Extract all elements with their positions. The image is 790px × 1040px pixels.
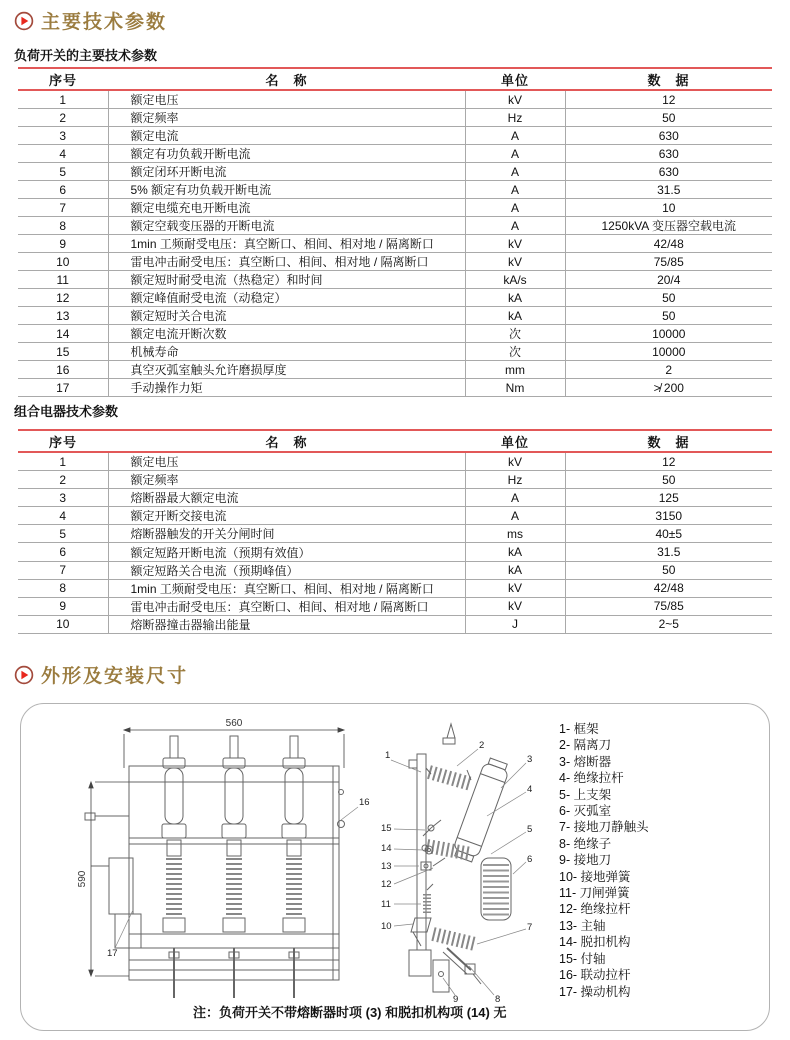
dim-width-label: 560: [225, 718, 243, 729]
param-name: 额定空载变压器的开断电流: [108, 217, 465, 235]
col-header-value: 数 据: [565, 430, 772, 452]
row-index: 2: [18, 109, 108, 127]
param-unit: A: [465, 199, 565, 217]
legend-item: 5- 上支架: [559, 787, 612, 802]
param-value: 75/85: [565, 253, 772, 271]
callout-14: 14: [381, 843, 392, 854]
row-index: 16: [18, 361, 108, 379]
param-value: 2: [565, 361, 772, 379]
param-name: 额定短时耐受电流（热稳定）和时间: [108, 271, 465, 289]
col-header-unit: 单位: [465, 68, 565, 90]
param-value: 31.5: [565, 543, 772, 561]
row-index: 8: [18, 217, 108, 235]
param-value: 50: [565, 561, 772, 579]
legend-item: 17- 操动机构: [559, 984, 631, 999]
param-value: 42/48: [565, 235, 772, 253]
table-row: [18, 145, 772, 163]
row-index: 1: [18, 452, 108, 471]
param-unit: kV: [465, 452, 565, 471]
col-header-name: 名 称: [108, 430, 465, 452]
table-row: [18, 379, 772, 397]
row-index: 7: [18, 199, 108, 217]
param-name: 熔断器最大额定电流: [108, 489, 465, 507]
callout-6: 6: [527, 854, 533, 865]
section-header-main-params: [14, 7, 167, 34]
param-unit: A: [465, 163, 565, 181]
param-unit: ms: [465, 525, 565, 543]
legend-item: 9- 接地刀: [559, 853, 612, 868]
param-value: 630: [565, 163, 772, 181]
param-value: 50: [565, 307, 772, 325]
row-index: 14: [18, 325, 108, 343]
callout-2: 2: [479, 740, 485, 751]
legend-item: 11- 刀闸弹簧: [559, 886, 630, 901]
param-unit: kV: [465, 579, 565, 597]
table-row: [18, 181, 772, 199]
param-name: 额定峰值耐受电流（动稳定）: [108, 289, 465, 307]
param-value: 10000: [565, 325, 772, 343]
param-unit: kA: [465, 289, 565, 307]
row-index: 10: [18, 615, 108, 633]
main-params-table: [18, 67, 772, 397]
param-unit: A: [465, 181, 565, 199]
col-header-index: 序号: [18, 430, 108, 452]
row-index: 13: [18, 307, 108, 325]
param-value: 42/48: [565, 579, 772, 597]
param-value: 20/4: [565, 271, 772, 289]
param-value: 10000: [565, 343, 772, 361]
param-unit: kV: [465, 597, 565, 615]
legend-item: 7- 接地刀静触头: [559, 820, 649, 835]
param-value: ≯ 200: [565, 379, 772, 397]
table-row: [18, 235, 772, 253]
table-row: [18, 615, 772, 633]
param-unit: mm: [465, 361, 565, 379]
table-row: [18, 289, 772, 307]
param-value: 40±5: [565, 525, 772, 543]
param-name: 雷电冲击耐受电压：真空断口、相间、相对地 / 隔离断口: [108, 597, 465, 615]
legend-item: 8- 绝缘子: [559, 836, 612, 851]
param-unit: kA: [465, 561, 565, 579]
row-index: 9: [18, 235, 108, 253]
row-index: 5: [18, 525, 108, 543]
param-unit: 次: [465, 343, 565, 361]
param-name: 雷电冲击耐受电压：真空断口、相间、相对地 / 隔离断口: [108, 253, 465, 271]
legend-item: 4- 绝缘拉杆: [559, 771, 624, 786]
callout-3: 3: [527, 754, 533, 765]
param-unit: A: [465, 489, 565, 507]
param-value: 12: [565, 452, 772, 471]
drawing-panel: [20, 703, 770, 1031]
legend-item: 2- 隔离刀: [559, 738, 612, 753]
callout-13: 13: [381, 861, 392, 872]
param-name: 额定短路开断电流（预期有效值）: [108, 543, 465, 561]
table-row: [18, 471, 772, 489]
param-value: 10: [565, 199, 772, 217]
param-unit: J: [465, 615, 565, 633]
table-row: [18, 507, 772, 525]
parts-legend: [559, 721, 649, 1000]
table-row: [18, 489, 772, 507]
param-value: 50: [565, 289, 772, 307]
row-index: 3: [18, 127, 108, 145]
param-unit: A: [465, 127, 565, 145]
row-index: 7: [18, 561, 108, 579]
param-name: 熔断器撞击器输出能量: [108, 615, 465, 633]
play-circle-icon: [14, 665, 34, 685]
param-name: 额定频率: [108, 109, 465, 127]
table-row: [18, 217, 772, 235]
param-unit: A: [465, 145, 565, 163]
table-row: [18, 325, 772, 343]
param-value: 630: [565, 145, 772, 163]
row-index: 17: [18, 379, 108, 397]
callout-8: 8: [495, 994, 501, 1005]
param-unit: Nm: [465, 379, 565, 397]
table-row: [18, 109, 772, 127]
row-index: 3: [18, 489, 108, 507]
param-name: 额定频率: [108, 471, 465, 489]
param-name: 5% 额定有功负载开断电流: [108, 181, 465, 199]
legend-item: 15- 付轴: [559, 951, 606, 966]
row-index: 15: [18, 343, 108, 361]
param-name: 额定闭环开断电流: [108, 163, 465, 181]
row-index: 4: [18, 145, 108, 163]
col-header-value: 数 据: [565, 68, 772, 90]
play-circle-icon: [14, 11, 34, 31]
row-index: 6: [18, 181, 108, 199]
param-value: 630: [565, 127, 772, 145]
drawing-note: 注：负荷开关不带熔断器时项 (3) 和脱扣机构项 (14) 无: [193, 1005, 507, 1020]
row-index: 6: [18, 543, 108, 561]
dim-height-label: 590: [77, 870, 88, 888]
callout-17: 17: [107, 948, 118, 959]
table-row: [18, 579, 772, 597]
param-name: 1min 工频耐受电压：真空断口、相间、相对地 / 隔离断口: [108, 235, 465, 253]
row-index: 5: [18, 163, 108, 181]
param-unit: kV: [465, 90, 565, 109]
row-index: 1: [18, 90, 108, 109]
legend-item: 16- 联动拉杆: [559, 968, 631, 983]
table-row: [18, 271, 772, 289]
table-row: [18, 597, 772, 615]
param-unit: Hz: [465, 109, 565, 127]
param-value: 2~5: [565, 615, 772, 633]
param-value: 50: [565, 471, 772, 489]
callout-12: 12: [381, 879, 392, 890]
param-unit: A: [465, 217, 565, 235]
param-unit: kV: [465, 235, 565, 253]
callout-16: 16: [359, 797, 370, 808]
param-name: 额定有功负载开断电流: [108, 145, 465, 163]
param-unit: kV: [465, 253, 565, 271]
param-value: 50: [565, 109, 772, 127]
legend-item: 12- 绝缘拉杆: [559, 902, 631, 917]
param-name: 额定开断交接电流: [108, 507, 465, 525]
param-name: 额定电压: [108, 452, 465, 471]
callout-10: 10: [381, 921, 392, 932]
table-row: [18, 543, 772, 561]
row-index: 11: [18, 271, 108, 289]
row-index: 4: [18, 507, 108, 525]
section-header-outline: [14, 661, 188, 688]
callout-9: 9: [453, 994, 459, 1005]
table-row: [18, 127, 772, 145]
row-index: 8: [18, 579, 108, 597]
callout-11: 11: [381, 899, 391, 910]
combined-params-table: [18, 429, 772, 634]
table-row: [18, 90, 772, 109]
outline-title: 外形及安装尺寸: [41, 666, 189, 687]
col-header-name: 名 称: [108, 68, 465, 90]
legend-item: 10- 接地弹簧: [559, 869, 631, 884]
param-name: 额定电流: [108, 127, 465, 145]
table-header-row: [18, 68, 772, 90]
table-row: [18, 452, 772, 471]
legend-item: 13- 主轴: [559, 918, 606, 933]
callout-15: 15: [381, 823, 392, 834]
param-unit: A: [465, 507, 565, 525]
legend-item: 1- 框架: [559, 722, 599, 736]
callout-7: 7: [527, 922, 533, 933]
table-row: [18, 307, 772, 325]
table-row: [18, 199, 772, 217]
outline-drawing: [29, 708, 569, 1024]
param-name: 真空灭弧室触头允许磨损厚度: [108, 361, 465, 379]
table-row: [18, 163, 772, 181]
table1-subtitle: 负荷开关的主要技术参数: [14, 48, 158, 63]
param-value: 31.5: [565, 181, 772, 199]
param-unit: Hz: [465, 471, 565, 489]
param-name: 机械寿命: [108, 343, 465, 361]
callout-5: 5: [527, 824, 533, 835]
table-row: [18, 561, 772, 579]
table-row: [18, 343, 772, 361]
param-unit: 次: [465, 325, 565, 343]
page-title: 主要技术参数: [41, 12, 168, 33]
param-unit: kA: [465, 543, 565, 561]
row-index: 2: [18, 471, 108, 489]
legend-item: 3- 熔断器: [559, 754, 612, 769]
param-name: 额定短时关合电流: [108, 307, 465, 325]
legend-item: 14- 脱扣机构: [559, 935, 631, 950]
row-index: 9: [18, 597, 108, 615]
row-index: 10: [18, 253, 108, 271]
param-value: 125: [565, 489, 772, 507]
param-name: 额定短路关合电流（预期峰值）: [108, 561, 465, 579]
param-name: 额定电缆充电开断电流: [108, 199, 465, 217]
table-row: [18, 253, 772, 271]
param-name: 额定电压: [108, 90, 465, 109]
col-header-index: 序号: [18, 68, 108, 90]
param-value: 1250kVA 变压器空载电流: [565, 217, 772, 235]
table-row: [18, 525, 772, 543]
param-value: 75/85: [565, 597, 772, 615]
param-value: 12: [565, 90, 772, 109]
row-index: 12: [18, 289, 108, 307]
table2-subtitle: 组合电器技术参数: [14, 404, 119, 419]
param-name: 熔断器触发的开关分闸时间: [108, 525, 465, 543]
param-name: 1min 工频耐受电压：真空断口、相间、相对地 / 隔离断口: [108, 579, 465, 597]
param-unit: kA: [465, 307, 565, 325]
callout-4: 4: [527, 784, 533, 795]
param-name: 手动操作力矩: [108, 379, 465, 397]
param-name: 额定电流开断次数: [108, 325, 465, 343]
callout-1: 1: [385, 750, 391, 761]
param-unit: kA/s: [465, 271, 565, 289]
param-value: 3150: [565, 507, 772, 525]
legend-item: 6- 灭弧室: [559, 804, 612, 819]
col-header-unit: 单位: [465, 430, 565, 452]
table-row: [18, 361, 772, 379]
table-header-row: [18, 430, 772, 452]
